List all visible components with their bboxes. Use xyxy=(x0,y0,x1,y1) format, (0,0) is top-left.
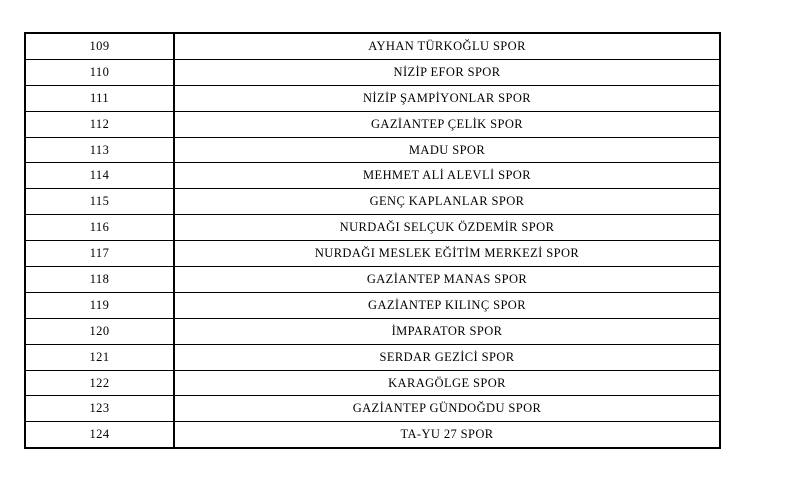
row-number: 115 xyxy=(25,189,174,215)
club-name: MEHMET ALİ ALEVLİ SPOR xyxy=(174,163,720,189)
club-name: NURDAĞI MESLEK EĞİTİM MERKEZİ SPOR xyxy=(174,241,720,267)
table-row xyxy=(25,241,720,267)
club-name: İMPARATOR SPOR xyxy=(174,318,720,344)
club-name: TA-YU 27 SPOR xyxy=(174,422,720,448)
club-name: KARAGÖLGE SPOR xyxy=(174,370,720,396)
club-list-table xyxy=(24,32,721,449)
table-row xyxy=(25,344,720,370)
row-number: 119 xyxy=(25,292,174,318)
table-row xyxy=(25,215,720,241)
row-number: 124 xyxy=(25,422,174,448)
club-name: MADU SPOR xyxy=(174,137,720,163)
table-row xyxy=(25,111,720,137)
table-row xyxy=(25,422,720,448)
table-row xyxy=(25,163,720,189)
table-row xyxy=(25,267,720,293)
table-row xyxy=(25,189,720,215)
club-name: GENÇ KAPLANLAR SPOR xyxy=(174,189,720,215)
table-row xyxy=(25,318,720,344)
row-number: 123 xyxy=(25,396,174,422)
table-row xyxy=(25,137,720,163)
table-row xyxy=(25,59,720,85)
club-name: SERDAR GEZİCİ SPOR xyxy=(174,344,720,370)
row-number: 114 xyxy=(25,163,174,189)
club-name: GAZİANTEP ÇELİK SPOR xyxy=(174,111,720,137)
club-name: GAZİANTEP KILINÇ SPOR xyxy=(174,292,720,318)
table-row xyxy=(25,33,720,59)
row-number: 122 xyxy=(25,370,174,396)
table-row xyxy=(25,85,720,111)
row-number: 111 xyxy=(25,85,174,111)
club-name: NİZİP ŞAMPİYONLAR SPOR xyxy=(174,85,720,111)
table-row xyxy=(25,292,720,318)
row-number: 112 xyxy=(25,111,174,137)
table-row xyxy=(25,396,720,422)
club-name: GAZİANTEP GÜNDOĞDU SPOR xyxy=(174,396,720,422)
row-number: 109 xyxy=(25,33,174,59)
row-number: 113 xyxy=(25,137,174,163)
row-number: 120 xyxy=(25,318,174,344)
club-name: AYHAN TÜRKOĞLU SPOR xyxy=(174,33,720,59)
club-name: GAZİANTEP MANAS SPOR xyxy=(174,267,720,293)
club-name: NİZİP EFOR SPOR xyxy=(174,59,720,85)
row-number: 117 xyxy=(25,241,174,267)
club-name: NURDAĞI SELÇUK ÖZDEMİR SPOR xyxy=(174,215,720,241)
row-number: 110 xyxy=(25,59,174,85)
row-number: 118 xyxy=(25,267,174,293)
row-number: 116 xyxy=(25,215,174,241)
row-number: 121 xyxy=(25,344,174,370)
table-row xyxy=(25,370,720,396)
